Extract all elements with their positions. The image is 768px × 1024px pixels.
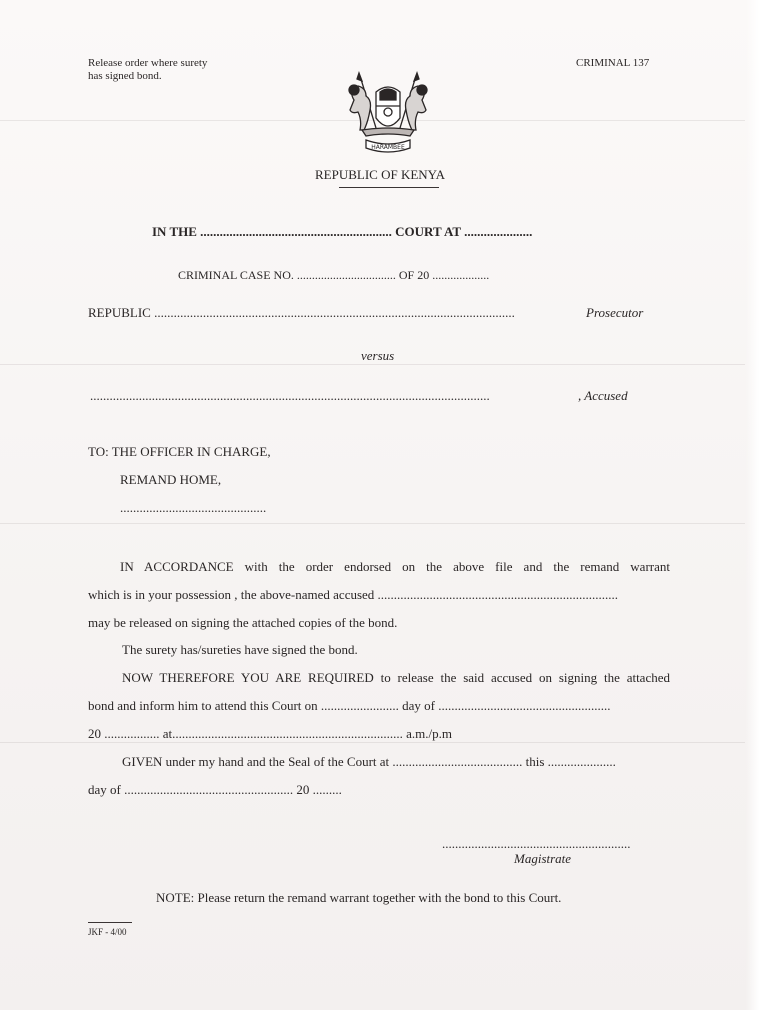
svg-text:HARAMBEE: HARAMBEE [371,144,405,151]
paper-crease [0,523,745,524]
paper-crease [0,742,745,743]
court-line: IN THE ........................................................... COURT AT ..................... [152,224,533,239]
body-paragraph4-line1: GIVEN under my hand and the Seal of the Court at ........................................ this ..................... [122,754,616,769]
form-description-line1: Release order where surety [88,57,208,69]
prosecutor-label: Prosecutor [586,305,644,320]
body-paragraph3-line2: bond and inform him to attend this Court on ........................ day of ..................................................... [88,698,611,713]
accused-name-line: ........................................................................................................................... [90,388,490,403]
accused-label: , Accused [578,388,628,403]
body-paragraph1-line2: which is in your possession , the above-named accused .......................................................................... [88,587,619,602]
republic-line: REPUBLIC ............................................................................................................... [88,305,515,320]
signature-line: .......................................................... [442,836,631,851]
criminal-case-number-line: CRIMINAL CASE NO. ................................. OF 20 ................... [178,268,490,282]
scan-edge-bottom [0,1010,768,1024]
footer-rule [88,922,132,923]
addressee-line1: TO: THE OFFICER IN CHARGE, [88,444,271,459]
scan-edge-right [746,0,768,1024]
paper-crease [0,364,745,365]
body-paragraph1-line1: IN ACCORDANCE with the order endorsed on the above file and the remand warrant [120,559,670,574]
magistrate-label: Magistrate [514,851,572,866]
body-paragraph1-line3: may be released on signing the attached copies of the bond. [88,615,398,630]
form-code: CRIMINAL 137 [576,57,650,69]
title-underline [339,187,439,188]
coat-of-arms-emblem [340,70,436,158]
body-paragraph3-line1: NOW THEREFORE YOU ARE REQUIRED to release the said accused on signing the attached [122,670,670,685]
document-title: REPUBLIC OF KENYA [315,167,446,182]
body-paragraph3-line3: 20 ................. at....................................................................... a.m./p.m [88,726,452,741]
note-text: NOTE: Please return the remand warrant together with the bond to this Court. [156,890,562,905]
body-paragraph4-line2: day of .................................................... 20 ......... [88,782,342,797]
versus-label: versus [361,348,395,363]
addressee-line2: REMAND HOME, [120,472,222,487]
form-description-line2: has signed bond. [88,70,162,82]
addressee-line3: ............................................. [120,500,267,515]
footer-code: JKF - 4/00 [88,927,127,937]
body-paragraph2: The surety has/sureties have signed the bond. [122,642,358,657]
